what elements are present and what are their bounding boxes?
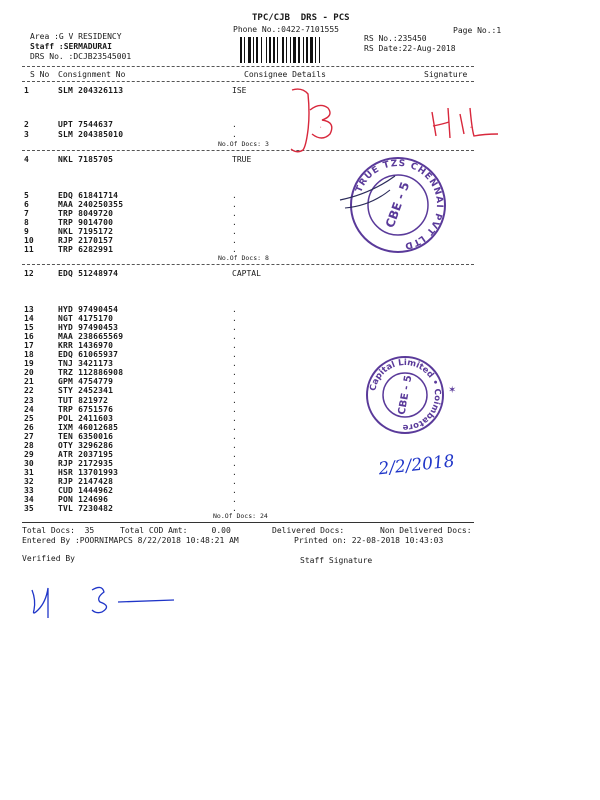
row-dot: . bbox=[232, 495, 237, 505]
total-cod-amount: Total COD Amt: 0.00 bbox=[120, 526, 231, 535]
consignment-number: SLM 204326113 bbox=[58, 86, 124, 95]
docs-count: No.Of Docs: 24 bbox=[213, 512, 268, 520]
document-title: TPC/CJB DRS - PCS bbox=[252, 13, 350, 23]
row-dot: . bbox=[232, 314, 237, 324]
stamp-inner-text: CBE - 5 bbox=[382, 179, 413, 230]
serial-number: 25 bbox=[24, 413, 34, 423]
svg-text:✶: ✶ bbox=[448, 385, 457, 396]
consignment-number: KRR 1436970 bbox=[58, 341, 114, 351]
table-row bbox=[0, 245, 600, 255]
row-dot: . bbox=[232, 332, 237, 342]
consignment-number: OTY 3296286 bbox=[58, 440, 114, 450]
row-dot: . bbox=[232, 209, 237, 218]
stamp-outer-text: Capital Limited • Coimbatore bbox=[368, 357, 443, 433]
consignment-number: RJP 2172935 bbox=[58, 458, 114, 468]
serial-number: 27 bbox=[24, 431, 34, 441]
serial-number: 35 bbox=[24, 504, 34, 514]
consignment-number: EDQ 51248974 bbox=[58, 269, 119, 278]
delivered-docs: Delivered Docs: bbox=[272, 526, 345, 535]
table-row bbox=[0, 86, 600, 96]
footer-divider bbox=[22, 522, 474, 523]
consignment-number: TRP 8049720 bbox=[58, 209, 114, 218]
consignment-number: NKL 7185705 bbox=[58, 155, 114, 164]
consignment-number: TNJ 3421173 bbox=[58, 359, 114, 369]
docs-count: No.Of Docs: 3 bbox=[218, 140, 269, 148]
row-dot: . bbox=[232, 377, 237, 387]
row-dot: . bbox=[232, 359, 237, 369]
stamp-inner-text: CBE - 5 bbox=[396, 374, 415, 416]
handwritten-mark-text: 3 bbox=[320, 127, 322, 129]
serial-number: 20 bbox=[24, 368, 34, 378]
docs-count: No.Of Docs: 8 bbox=[218, 254, 269, 262]
serial-number: 9 bbox=[24, 227, 29, 236]
row-dot: . bbox=[232, 386, 237, 396]
barcode bbox=[240, 37, 355, 63]
table-row bbox=[0, 130, 600, 140]
table-row bbox=[0, 155, 600, 165]
serial-number: 31 bbox=[24, 467, 34, 477]
rs-date: RS Date:22-Aug-2018 bbox=[364, 44, 456, 53]
drs-number: DRS No. :DCJB23545001 bbox=[30, 52, 132, 61]
consignment-number: HYD 97490453 bbox=[58, 323, 119, 333]
serial-number: 16 bbox=[24, 332, 34, 342]
row-dot: . bbox=[232, 413, 237, 423]
consignment-number: TVL 7230482 bbox=[58, 504, 114, 514]
area-label: Area :G V RESIDENCY bbox=[30, 32, 122, 41]
row-dot: . bbox=[232, 200, 237, 209]
non-delivered-docs: Non Delivered Docs: bbox=[380, 526, 472, 535]
row-dot: . bbox=[232, 467, 237, 477]
serial-number: 22 bbox=[24, 386, 34, 396]
consignment-number: RJP 2170157 bbox=[58, 236, 114, 245]
serial-number: 32 bbox=[24, 477, 34, 486]
row-dot: . bbox=[232, 323, 237, 333]
consignment-number: HYD 97490454 bbox=[58, 305, 119, 314]
serial-number: 8 bbox=[24, 218, 29, 227]
row-dot: . bbox=[232, 486, 237, 495]
consignment-number: TEN 6350016 bbox=[58, 431, 114, 441]
page-number: Page No.:1 bbox=[453, 26, 502, 35]
column-consignment: Consignment No bbox=[58, 70, 126, 79]
consignment-number: MAA 238665569 bbox=[58, 332, 124, 342]
staff-label: Staff :SERMADURAI bbox=[30, 42, 112, 51]
table-row bbox=[0, 120, 600, 130]
staff-signature-label: Staff Signature bbox=[300, 556, 373, 565]
consignee-name: ISE bbox=[232, 86, 247, 95]
consignment-number: NGT 4175170 bbox=[58, 314, 114, 324]
row-dot: . bbox=[232, 458, 237, 468]
phone-number: Phone No.:0422-7101555 bbox=[233, 25, 339, 34]
consignment-number: MAA 240250355 bbox=[58, 200, 124, 209]
signature bbox=[32, 587, 174, 618]
consignment-number: POL 2411603 bbox=[58, 413, 114, 423]
row-dot: . bbox=[232, 368, 237, 378]
stamp-outer-text: TRUE TZS CHENNAI PVT LTD bbox=[354, 158, 445, 251]
total-docs: Total Docs: 35 bbox=[22, 526, 95, 535]
row-dot: . bbox=[232, 449, 237, 459]
consignment-number: SLM 204385010 bbox=[58, 130, 124, 139]
consignment-number: HSR 13701993 bbox=[58, 467, 119, 477]
divider bbox=[22, 150, 474, 151]
column-signature: Signature bbox=[424, 70, 468, 79]
serial-number: 13 bbox=[24, 305, 34, 314]
serial-number: 19 bbox=[24, 359, 34, 369]
column-sno: S No bbox=[30, 70, 50, 79]
serial-number: 26 bbox=[24, 422, 34, 432]
row-dot: . bbox=[232, 422, 237, 432]
table-row bbox=[0, 269, 600, 279]
consignment-number: TRP 6282991 bbox=[58, 245, 114, 254]
serial-number: 17 bbox=[24, 341, 34, 351]
rs-number: RS No.:235450 bbox=[364, 34, 427, 43]
serial-number: 14 bbox=[24, 314, 34, 324]
row-dot: . bbox=[232, 431, 237, 441]
serial-number: 21 bbox=[24, 377, 34, 387]
row-dot: . bbox=[232, 245, 237, 254]
serial-number: 6 bbox=[24, 200, 29, 209]
row-dot: . bbox=[232, 404, 237, 414]
row-dot: . bbox=[232, 477, 237, 486]
divider bbox=[22, 81, 474, 82]
serial-number: 18 bbox=[24, 350, 34, 360]
consignment-number: EDQ 61841714 bbox=[58, 191, 119, 200]
svg-text:2/2/2018: 2/2/2018 bbox=[377, 451, 456, 480]
row-dot: . bbox=[232, 440, 237, 450]
verified-by-label: Verified By bbox=[22, 554, 75, 563]
column-consignee: Consignee Details bbox=[244, 70, 326, 79]
consignment-number: NKL 7195172 bbox=[58, 227, 114, 236]
row-dot: . bbox=[232, 305, 237, 314]
consignment-number: RJP 2147428 bbox=[58, 477, 114, 486]
row-dot: . bbox=[232, 350, 237, 360]
serial-number: 23 bbox=[24, 395, 34, 405]
consignment-number: STY 2452341 bbox=[58, 386, 114, 396]
consignment-number: PON 124696 bbox=[58, 495, 109, 505]
entered-by: Entered By :POORNIMAPCS 8/22/2018 10:48:21 AM bbox=[22, 536, 239, 545]
printed-on: Printed on: 22-08-2018 10:43:03 bbox=[294, 536, 444, 545]
row-dot: . bbox=[232, 504, 237, 514]
serial-number: 15 bbox=[24, 323, 34, 333]
serial-number: 24 bbox=[24, 404, 34, 414]
table-row bbox=[0, 504, 600, 514]
consignment-number: IXM 46012685 bbox=[58, 422, 119, 432]
consignment-number: TRP 6751576 bbox=[58, 404, 114, 414]
consignment-number: TUT 821972 bbox=[58, 395, 109, 405]
consignee-name: CAPTAL bbox=[232, 269, 261, 278]
row-dot: . bbox=[232, 341, 237, 351]
serial-number: 4 bbox=[24, 155, 29, 164]
row-dot: . bbox=[232, 395, 237, 405]
serial-number: 30 bbox=[24, 458, 34, 468]
serial-number: 12 bbox=[24, 269, 34, 278]
serial-number: 3 bbox=[24, 130, 29, 139]
serial-number: 28 bbox=[24, 440, 34, 450]
row-dot: . bbox=[232, 120, 237, 129]
row-dot: . bbox=[232, 191, 237, 200]
serial-number: 33 bbox=[24, 486, 34, 495]
consignment-number: CUD 1444962 bbox=[58, 486, 114, 495]
consignment-number: TRP 9014700 bbox=[58, 218, 114, 227]
serial-number: 5 bbox=[24, 191, 29, 200]
consignment-number: GPM 4754779 bbox=[58, 377, 114, 387]
serial-number: 1 bbox=[24, 86, 29, 95]
serial-number: 34 bbox=[24, 495, 34, 505]
serial-number: 2 bbox=[24, 120, 29, 129]
divider bbox=[22, 66, 474, 67]
consignment-number: ATR 2037195 bbox=[58, 449, 114, 459]
row-dot: . bbox=[232, 130, 237, 139]
handwritten-mark-text: H/L bbox=[470, 127, 474, 129]
serial-number: 11 bbox=[24, 245, 34, 254]
row-dot: . bbox=[232, 236, 237, 245]
consignment-number: TRZ 112886908 bbox=[58, 368, 124, 378]
consignment-number: UPT 7544637 bbox=[58, 120, 114, 129]
consignee-name: TRUE bbox=[232, 155, 252, 164]
row-dot: . bbox=[232, 218, 237, 227]
consignment-number: EDQ 61065937 bbox=[58, 350, 119, 360]
serial-number: 10 bbox=[24, 236, 34, 245]
serial-number: 29 bbox=[24, 449, 34, 459]
divider bbox=[22, 264, 474, 265]
row-dot: . bbox=[232, 227, 237, 236]
serial-number: 7 bbox=[24, 209, 29, 218]
